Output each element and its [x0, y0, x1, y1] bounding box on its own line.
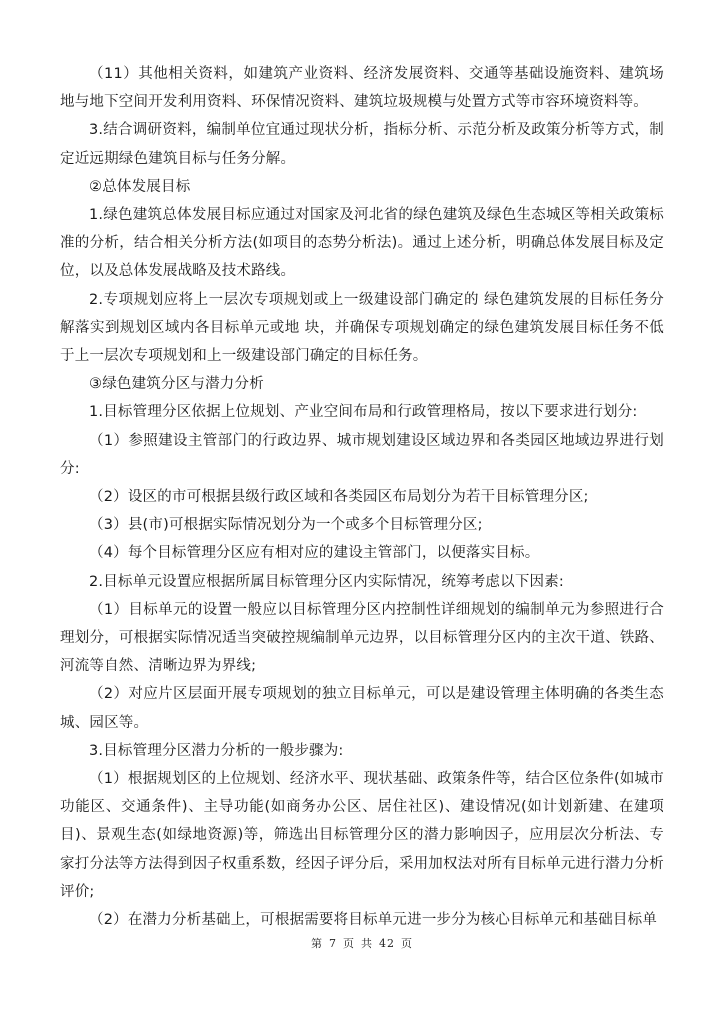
list-item-potential-2: （2）在潜力分析基础上，可根据需要将目标单元进一步分为核心目标单元和基础目标单 — [89, 912, 658, 929]
document-body — [60, 60, 664, 934]
paragraph-zoning-1: 1.目标管理分区依据上位规划、产业空间布局和行政管理格局，按以下要求进行划分: — [89, 404, 638, 421]
list-item-potential-1: （1）根据规划区的上位规划、经济水平、现状基础、政策条件等，结合区位条件(如城市功能区、交通条件)、主导功能(如商务办公区、居住社区)、建设情况(如计划新建、在建项目)、景观生态(如绿地资源)等，筛选出目标管理分区的潜力影响因子，应用层次分析法、专家打分法等方法得到因子权重系数，经因子评分后，采用加权法对所有目标单元进行潜力分析评价; — [60, 771, 664, 900]
list-item-zoning-2: （2）设区的市可根据县级行政区域和各类园区布局划分为若干目标管理分区; — [89, 489, 589, 506]
page-footer — [0, 935, 724, 951]
paragraph-research-analysis: 3.结合调研资料，编制单位宜通过现状分析，指标分析、示范分析及政策分析等方式，制定近远期绿色建筑目标与任务分解。 — [60, 122, 664, 167]
section-heading-overall-goal: ②总体发展目标 — [89, 178, 191, 195]
section-heading-zoning-potential: ③绿色建筑分区与潜力分析 — [89, 376, 264, 393]
footer-current-page: 7 — [329, 937, 337, 950]
paragraph-overall-goal-2: 2.专项规划应将上一层次专项规划或上一级建设部门确定的 绿色建筑发展的目标任务分解落实到规划区域内各目标单元或地 块，并确保专项规划确定的绿色建筑发展目标任务不低于上一层次专项规划和上一级建设部门确定的目标任务。 — [60, 291, 664, 365]
list-item-zoning-3: （3）县(市)可根据实际情况划分为一个或多个目标管理分区; — [89, 517, 483, 534]
list-item-target-unit-2: （2）对应片区层面开展专项规划的独立目标单元，可以是建设管理主体明确的各类生态城、园区等。 — [60, 686, 664, 731]
list-item-target-unit-1: （1）目标单元的设置一般应以目标管理分区内控制性详细规划的编制单元为参照进行合理划分，可根据实际情况适当突破控规编制单元边界，以目标管理分区内的主次干道、铁路、河流等自然、清晰边界为界线; — [60, 601, 664, 675]
paragraph-other-materials: （11）其他相关资料，如建筑产业资料、经济发展资料、交通等基础设施资料、建筑场地与地下空间开发利用资料、环保情况资料、建筑垃圾规模与处置方式等市容环境资料等。 — [60, 66, 664, 111]
paragraph-potential-steps: 3.目标管理分区潜力分析的一般步骤为: — [89, 742, 344, 759]
paragraph-target-unit: 2.目标单元设置应根据所属目标管理分区内实际情况，统筹考虑以下因素: — [89, 573, 565, 590]
footer-suffix: 页 — [401, 937, 413, 950]
footer-prefix: 第 — [311, 937, 323, 950]
list-item-zoning-4: （4）每个目标管理分区应有相对应的建设主管部门，以便落实目标。 — [89, 545, 540, 562]
footer-total-pages: 42 — [379, 937, 395, 950]
footer-page-word: 页 — [343, 937, 355, 950]
paragraph-overall-goal-1: 1.绿色建筑总体发展目标应通过对国家及河北省的绿色建筑及绿色生态城区等相关政策标准的分析，结合相关分析方法(如项目的态势分析法)。通过上述分析，明确总体发展目标及定位，以及总体发展战略及技术路线。 — [60, 207, 664, 280]
list-item-zoning-1: （1）参照建设主管部门的行政边界、城市规划建设区域边界和各类园区地域边界进行划分: — [60, 432, 664, 477]
footer-total-word: 共 — [361, 937, 373, 950]
